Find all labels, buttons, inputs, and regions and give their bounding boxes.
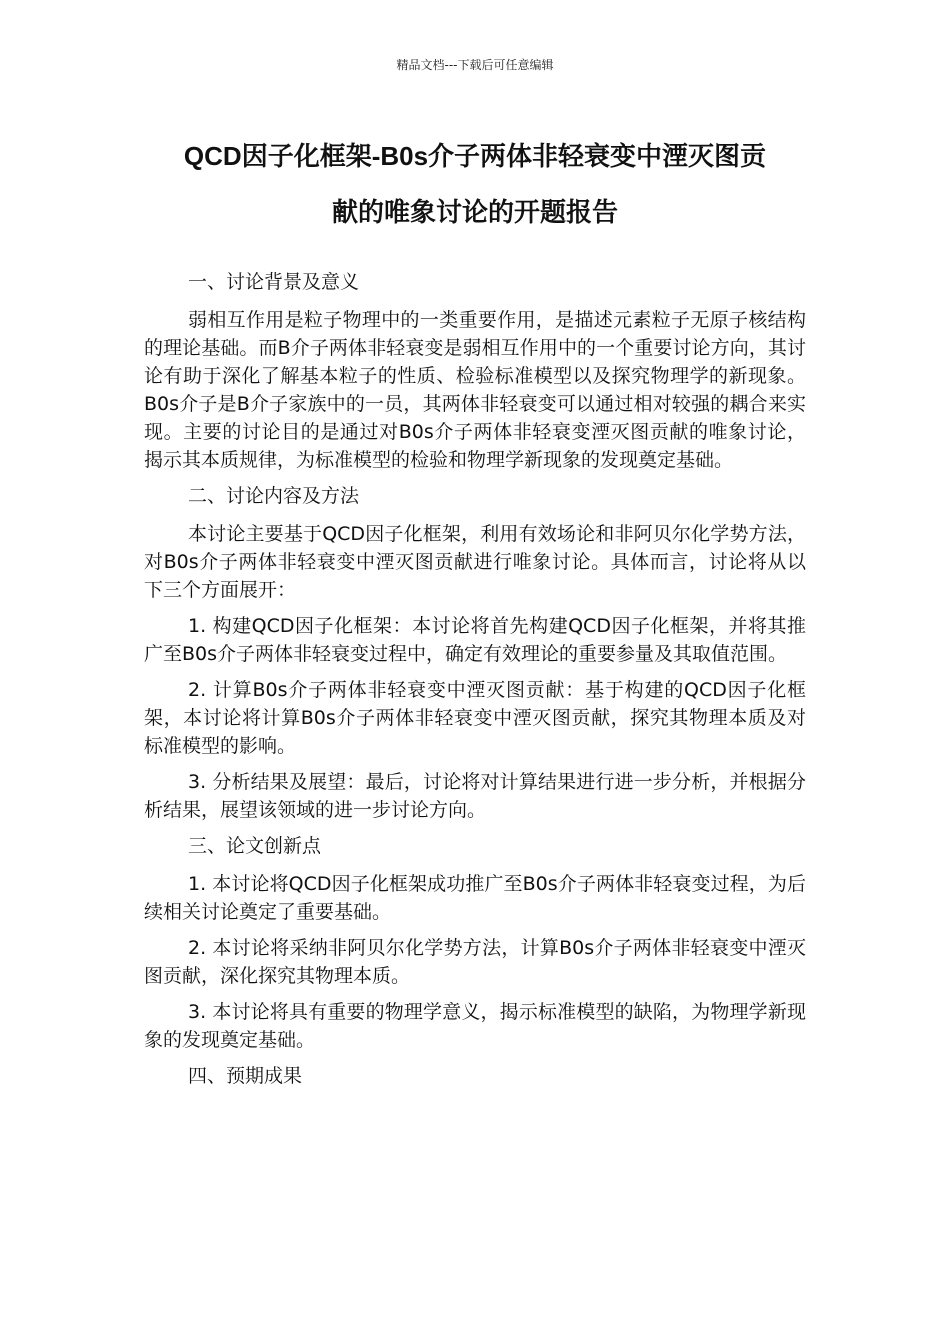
title-line-1: QCD因子化框架-B0s介子两体非轻衰变中湮灭图贡 xyxy=(183,141,767,171)
document-title xyxy=(135,136,815,232)
list-item-methods-3: 3. 分析结果及展望：最后，讨论将对计算结果进行进一步分析，并根据分析结果，展望该领域的进一步讨论方向。 xyxy=(144,771,806,821)
section-heading-background: 一、讨论背景及意义 xyxy=(188,271,360,293)
list-item-innovation-2: 2. 本讨论将采纳非阿贝尔化学势方法，计算B0s介子两体非轻衰变中湮灭图贡献，深化探究其物理本质。 xyxy=(144,937,806,987)
section-heading-innovation: 三、论文创新点 xyxy=(188,835,322,857)
section-heading-outcomes: 四、预期成果 xyxy=(188,1065,303,1087)
list-item-innovation-1: 1. 本讨论将QCD因子化框架成功推广至B0s介子两体非轻衰变过程，为后续相关讨论奠定了重要基础。 xyxy=(144,873,806,923)
list-item-methods-1: 1. 构建QCD因子化框架：本讨论将首先构建QCD因子化框架，并将其推广至B0s介子两体非轻衰变过程中，确定有效理论的重要参量及其取值范围。 xyxy=(144,615,806,665)
page-header: 精品文档---下载后可任意编辑 xyxy=(396,58,554,72)
paragraph-background: 弱相互作用是粒子物理中的一类重要作用，是描述元素粒子无原子核结构的理论基础。而B介子两体非轻衰变是弱相互作用中的一个重要讨论方向，其讨论有助于深化了解基本粒子的性质、检验标准模型以及探究物理学的新现象。B0s介子是B介子家族中的一员，其两体非轻衰变可以通过相对较强的耦合来实现。主要的讨论目的是通过对B0s介子两体非轻衰变湮灭图贡献的唯象讨论，揭示其本质规律，为标准模型的检验和物理学新现象的发现奠定基础。 xyxy=(144,309,806,471)
section-heading-methods: 二、讨论内容及方法 xyxy=(188,485,360,507)
document-body xyxy=(144,268,806,1100)
list-item-methods-2: 2. 计算B0s介子两体非轻衰变中湮灭图贡献：基于构建的QCD因子化框架，本讨论将计算B0s介子两体非轻衰变中湮灭图贡献，探究其物理本质及对标准模型的影响。 xyxy=(144,679,806,757)
paragraph-methods-intro: 本讨论主要基于QCD因子化框架，利用有效场论和非阿贝尔化学势方法，对B0s介子两体非轻衰变中湮灭图贡献进行唯象讨论。具体而言，讨论将从以下三个方面展开： xyxy=(144,523,806,601)
title-line-2: 献的唯象讨论的开题报告 xyxy=(331,197,618,227)
list-item-innovation-3: 3. 本讨论将具有重要的物理学意义，揭示标准模型的缺陷，为物理学新现象的发现奠定基础。 xyxy=(144,1001,806,1051)
